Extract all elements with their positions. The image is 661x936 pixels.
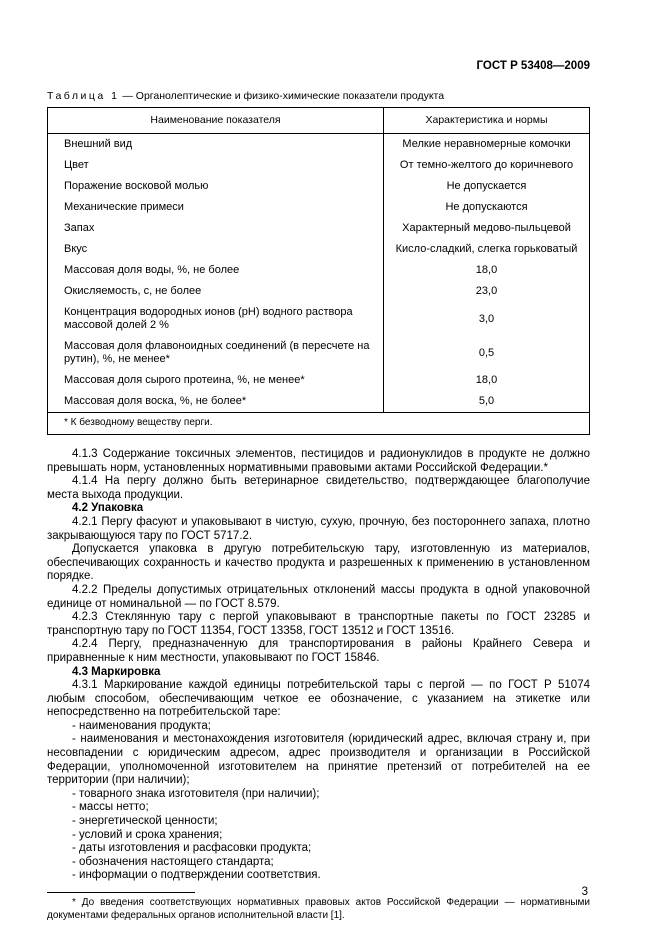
list-item: - массы нетто; (72, 801, 149, 814)
table-caption-label: Таблица 1 (47, 90, 120, 102)
paragraph: Допускается упаковка в другую потребительскую тару, изготовленную из материалов, обеспечивающих сохранность и качество продукта и разрешенных к применению в установленном порядке. (47, 543, 590, 583)
paragraph: 4.1.4 На пергу должно быть ветеринарное свидетельство, подтверждающее благополучие места выхода продукции. (47, 475, 590, 501)
product-indicators-table (47, 107, 590, 435)
table-footnote-row (48, 413, 590, 435)
table-row (48, 134, 590, 156)
indicator-value-cell: Не допускается (446, 180, 527, 192)
footnote-text: * До введения соответствующих нормативных правовых актов Российской Федерации — нормативными документами федеральных органов исполнительной власти [1]. (47, 897, 590, 921)
table-row (48, 391, 590, 413)
paragraph: 4.1.3 Содержание токсичных элементов, пестицидов и радионуклидов в продукте не должно превышать норм, установленных нормативными правовыми актами Российской Федерации.* (47, 448, 590, 474)
table-caption-text: — Органолептические и физико-химические показатели продукта (122, 90, 445, 102)
indicator-name-cell: Запах (48, 218, 384, 239)
indicator-value-cell: Кисло-сладкий, слегка горьковатый (395, 243, 578, 255)
indicator-name-cell: Массовая доля воска, %, не более* (48, 391, 384, 413)
paragraph: 4.2.3 Стеклянную тару с пергой упаковывают в транспортные пакеты по ГОСТ 23285 и транспортную тару по ГОСТ 11354, ГОСТ 13358, ГОСТ 13512 и ГОСТ 13516. (47, 611, 590, 637)
table-row (48, 239, 590, 260)
list-item: - энергетической ценности; (72, 815, 218, 828)
indicator-value-cell: Мелкие неравномерные комочки (402, 138, 571, 150)
column-header-norms: Характеристика и нормы (384, 108, 590, 134)
document-header (47, 60, 590, 72)
list-item: - даты изготовления и расфасовки продукта; (72, 842, 312, 855)
column-header-indicator: Наименование показателя (48, 108, 384, 134)
indicator-name-cell: Цвет (48, 155, 384, 176)
page-number: 3 (581, 886, 588, 898)
table-row (48, 370, 590, 391)
indicator-value-cell: Характерный медово-пыльцевой (402, 222, 571, 234)
document-footnote-block (47, 892, 590, 922)
section-heading: 4.3 Маркировка (72, 665, 161, 678)
indicator-name-cell: Массовая доля сырого протеина, %, не менее* (48, 370, 384, 391)
indicator-name-cell: Механические примеси (48, 197, 384, 218)
list-item: - товарного знака изготовителя (при наличии); (72, 787, 320, 800)
indicator-name-cell: Поражение восковой молью (48, 176, 384, 197)
indicator-value-cell: 5,0 (478, 395, 495, 407)
indicator-name-cell: Массовая доля воды, %, не более (48, 260, 384, 281)
table-caption (47, 90, 590, 102)
indicator-value-cell: 18,0 (475, 264, 498, 276)
footnote-divider (47, 892, 195, 893)
indicator-value-cell: Не допускаются (445, 201, 528, 213)
table-row (48, 281, 590, 302)
table-row (48, 260, 590, 281)
table-row (48, 155, 590, 176)
list-item: - условий и срока хранения; (72, 828, 223, 841)
indicator-value-cell: От темно-желтого до коричневого (399, 159, 574, 171)
paragraph: 4.3.1 Маркирование каждой единицы потребительской тары с пергой — по ГОСТ Р 51074 любым способом, обеспечивающим четкое ее обозначение, с указанием на этикетке или непосредственно на потребительской таре: (47, 679, 590, 719)
indicator-name-cell: Вкус (48, 239, 384, 260)
list-item: - наименования и местонахождения изготовителя (юридический адрес, включая страну и, при несовпадении с юридическим адресом, адрес производителя и организации в Российской Федерации, уполномоченной изготовителем на принятие претензий от потребителей на ее территории (при наличии); (47, 733, 590, 787)
list-item: - наименования продукта; (72, 719, 211, 732)
section-heading: 4.2 Упаковка (72, 502, 144, 515)
paragraph: 4.2.1 Пергу фасуют и упаковывают в чистую, сухую, прочную, без постороннего запаха, плотно закрывающуюся тару по ГОСТ 5717.2. (47, 515, 590, 542)
indicator-name-cell: Окисляемость, с, не более (48, 281, 384, 302)
list-item: - информации о подтверждении соответствия. (72, 869, 321, 882)
indicator-value-cell: 18,0 (475, 374, 498, 386)
table-row (48, 197, 590, 218)
document-body (47, 448, 590, 883)
table-header-row (48, 108, 590, 134)
table-row (48, 302, 590, 336)
standard-number: ГОСТ Р 53408—2009 (476, 60, 590, 72)
paragraph: 4.2.4 Пергу, предназначенную для транспортирования в районы Крайнего Севера и приравненные к ним местности, упаковывают по ГОСТ 15846. (47, 638, 590, 664)
table-row (48, 336, 590, 370)
table-row (48, 218, 590, 239)
indicator-name-cell: Массовая доля флавоноидных соединений (в пересчете на рутин), %, не менее* (48, 336, 384, 370)
indicator-name-cell: Концентрация водородных ионов (pH) водного раствора массовой долей 2 % (48, 302, 384, 336)
indicator-value-cell: 3,0 (478, 312, 495, 325)
indicator-name-cell: Внешний вид (48, 134, 384, 156)
paragraph: 4.2.2 Пределы допустимых отрицательных отклонений массы продукта в одной упаковочной единице от номинальной — по ГОСТ 8.579. (47, 583, 590, 610)
indicator-value-cell: 0,5 (478, 346, 495, 359)
list-item: - обозначения настоящего стандарта; (72, 855, 274, 868)
table-footnote: * К безводному веществу перги. (48, 413, 590, 435)
table-row (48, 176, 590, 197)
indicator-value-cell: 23,0 (475, 285, 498, 297)
